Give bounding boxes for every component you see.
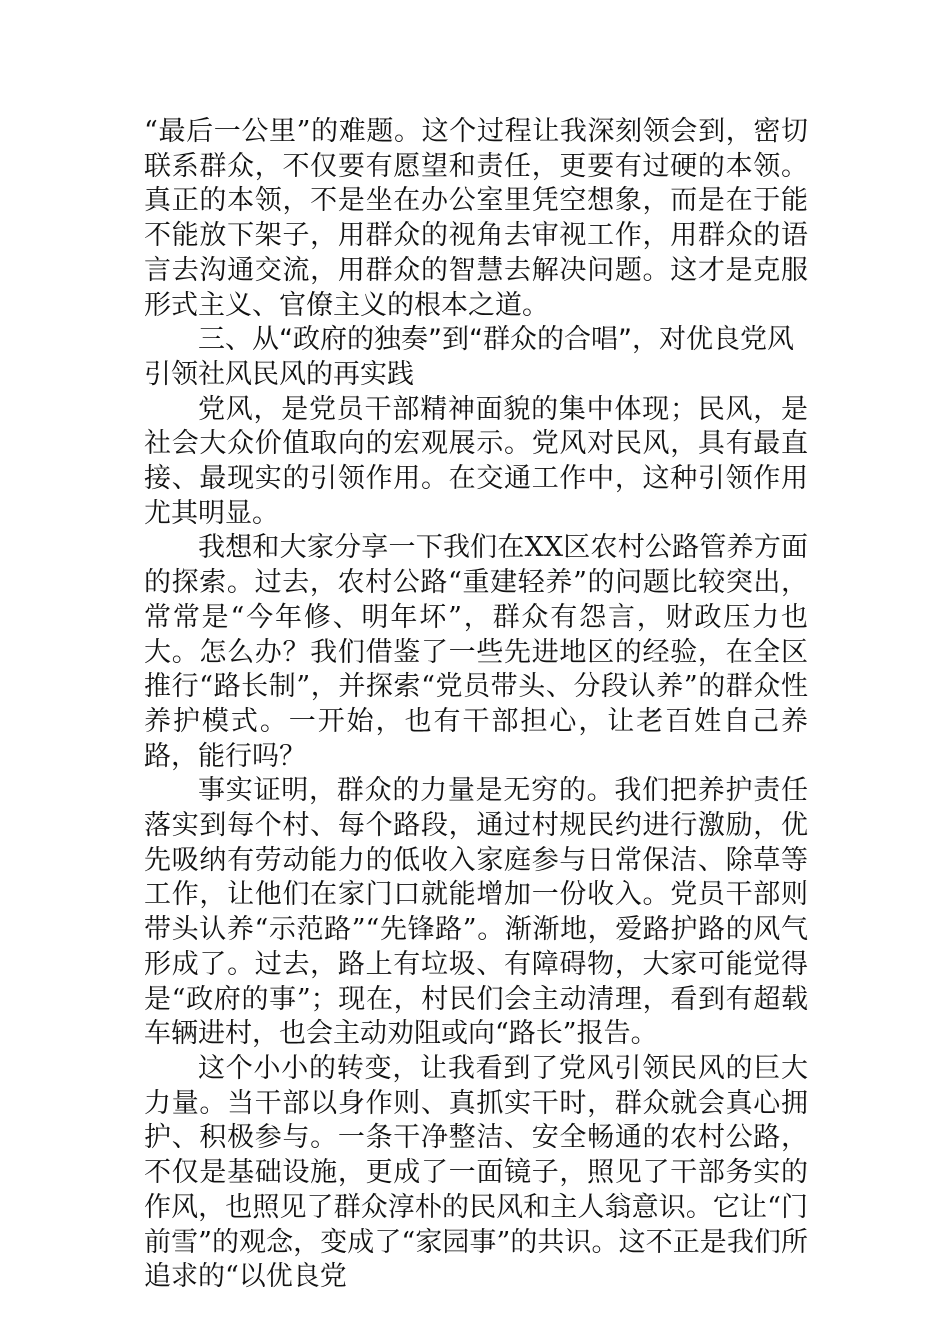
section-heading: 三、从“政府的独奏”到“群众的合唱”，对优良党风引领社风民风的再实践 — [144, 324, 794, 390]
paragraph-continuation: “最后一公里”的难题。这个过程让我深刻领会到，密切联系群众，不仅要有愿望和责任，更要有过硬的本领。真正的本领，不是坐在办公室里凭空想象，而是在于能不能放下架子，用群众的视角去审视工作，用群众的语言去沟通交流，用群众的智慧去解决问题。这才是克服形式主义、官僚主义的根本之道。 — [144, 116, 808, 321]
paragraph: 事实证明，群众的力量是无穷的。我们把养护责任落实到每个村、每个路段，通过村规民约进行激励，优先吸纳有劳动能力的低收入家庭参与日常保洁、除草等工作，让他们在家门口就能增加一份收入。党员干部则带头认养“示范路”“先锋路”。渐渐地，爱路护路的风气形成了。过去，路上有垃圾、有障碍物，大家可能觉得是“政府的事”；现在，村民们会主动清理，看到有超载车辆进村，也会主动劝阻或向“路长”报告。 — [144, 775, 808, 1050]
document-body — [144, 115, 808, 1295]
paragraph: 这个小小的转变，让我看到了党风引领民风的巨大力量。当干部以身作则、真抓实干时，群众就会真心拥护、积极参与。一条干净整洁、安全畅通的农村公路，不仅是基础设施，更成了一面镜子，照见了干部务实的作风，也照见了群众淳朴的民风和主人翁意识。它让“门前雪”的观念，变成了“家园事”的共识。这不正是我们所追求的“以优良党 — [144, 1052, 808, 1293]
paragraph: 党风，是党员干部精神面貌的集中体现；民风，是社会大众价值取向的宏观展示。党风对民风，具有最直接、最现实的引领作用。在交通工作中，这种引领作用尤其明显。 — [144, 393, 808, 529]
paragraph: 我想和大家分享一下我们在XX区农村公路管养方面的探索。过去，农村公路“重建轻养”的问题比较突出，常常是“今年修、明年坏”，群众有怨言，财政压力也大。怎么办？我们借鉴了一些先进地区的经验，在全区推行“路长制”，并探索“党员带头、分段认养”的群众性养护模式。一开始，也有干部担心，让老百姓自己养路，能行吗？ — [144, 532, 808, 772]
